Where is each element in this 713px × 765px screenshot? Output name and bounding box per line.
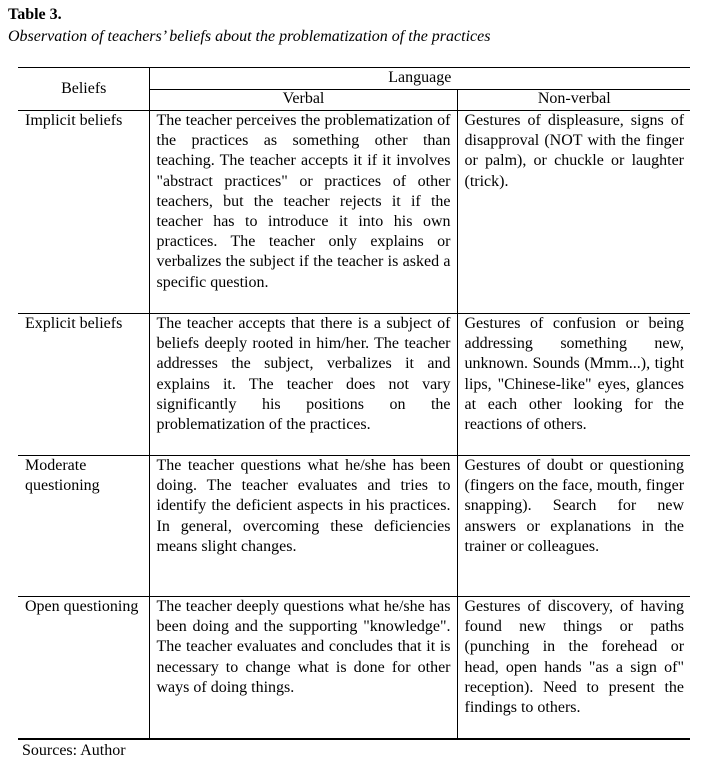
table-label: Table 3. [8,6,62,23]
row-belief-cell: Open questioning [18,597,149,739]
table-row [18,111,690,314]
header-beliefs: Beliefs [18,68,149,111]
header-language: Language [149,68,690,90]
row-verbal-cell: The teacher accepts that there is a subject of beliefs deeply rooted in him/her. The teacher addresses the subject, verbalizes it and explains it. The teacher does not vary significantly his positions on the problematization of the practices. [149,314,457,456]
table-row [18,314,690,456]
row-verbal-cell: The teacher questions what he/she has been doing. The teacher evaluates and tries to identify the deficient aspects in his practices. In general, overcoming these deficiencies means slight changes. [149,456,457,597]
header-verbal: Verbal [149,90,457,111]
table-caption: Observation of teachers’ beliefs about the problematization of the practices [8,28,491,45]
header-nonverbal: Non-verbal [457,90,690,111]
row-verbal-cell: The teacher deeply questions what he/she has been doing and the supporting "knowledge". The teacher evaluates and concludes that it is necessary to change what is done for other ways of doing things. [149,597,457,739]
row-belief-cell: Implicit beliefs [18,111,149,314]
row-nonverbal-cell: Gestures of discovery, of having found new things or paths (punching in the forehead or head, open hands "as a sign of" reception). Need to present the findings to others. [457,597,690,739]
row-belief-cell: Moderate questioning [18,456,149,597]
row-nonverbal-cell: Gestures of displeasure, signs of disapproval (NOT with the finger or palm), or chuckle or laughter (trick). [457,111,690,314]
table-row [18,597,690,739]
header-row-top [18,68,690,90]
row-nonverbal-cell: Gestures of doubt or questioning (fingers on the face, mouth, finger snapping). Search for new answers or explanations in the trainer or colleagues. [457,456,690,597]
beliefs-table [18,67,690,740]
row-nonverbal-cell: Gestures of confusion or being addressing something new, unknown. Sounds (Mmm...), tight lips, "Chinese-like" eyes, glances at each other looking for the reactions of others. [457,314,690,456]
sources-note: Sources: Author [22,742,126,759]
row-belief-cell: Explicit beliefs [18,314,149,456]
row-verbal-cell: The teacher perceives the problematization of the practices as something other than teaching. The teacher accepts it if it involves "abstract practices" or practices of other teachers, but the teacher rejects it if the teacher has to introduce it into his own practices. The teacher only explains or verbalizes the subject if the teacher is asked a specific question. [149,111,457,314]
table-row [18,456,690,597]
